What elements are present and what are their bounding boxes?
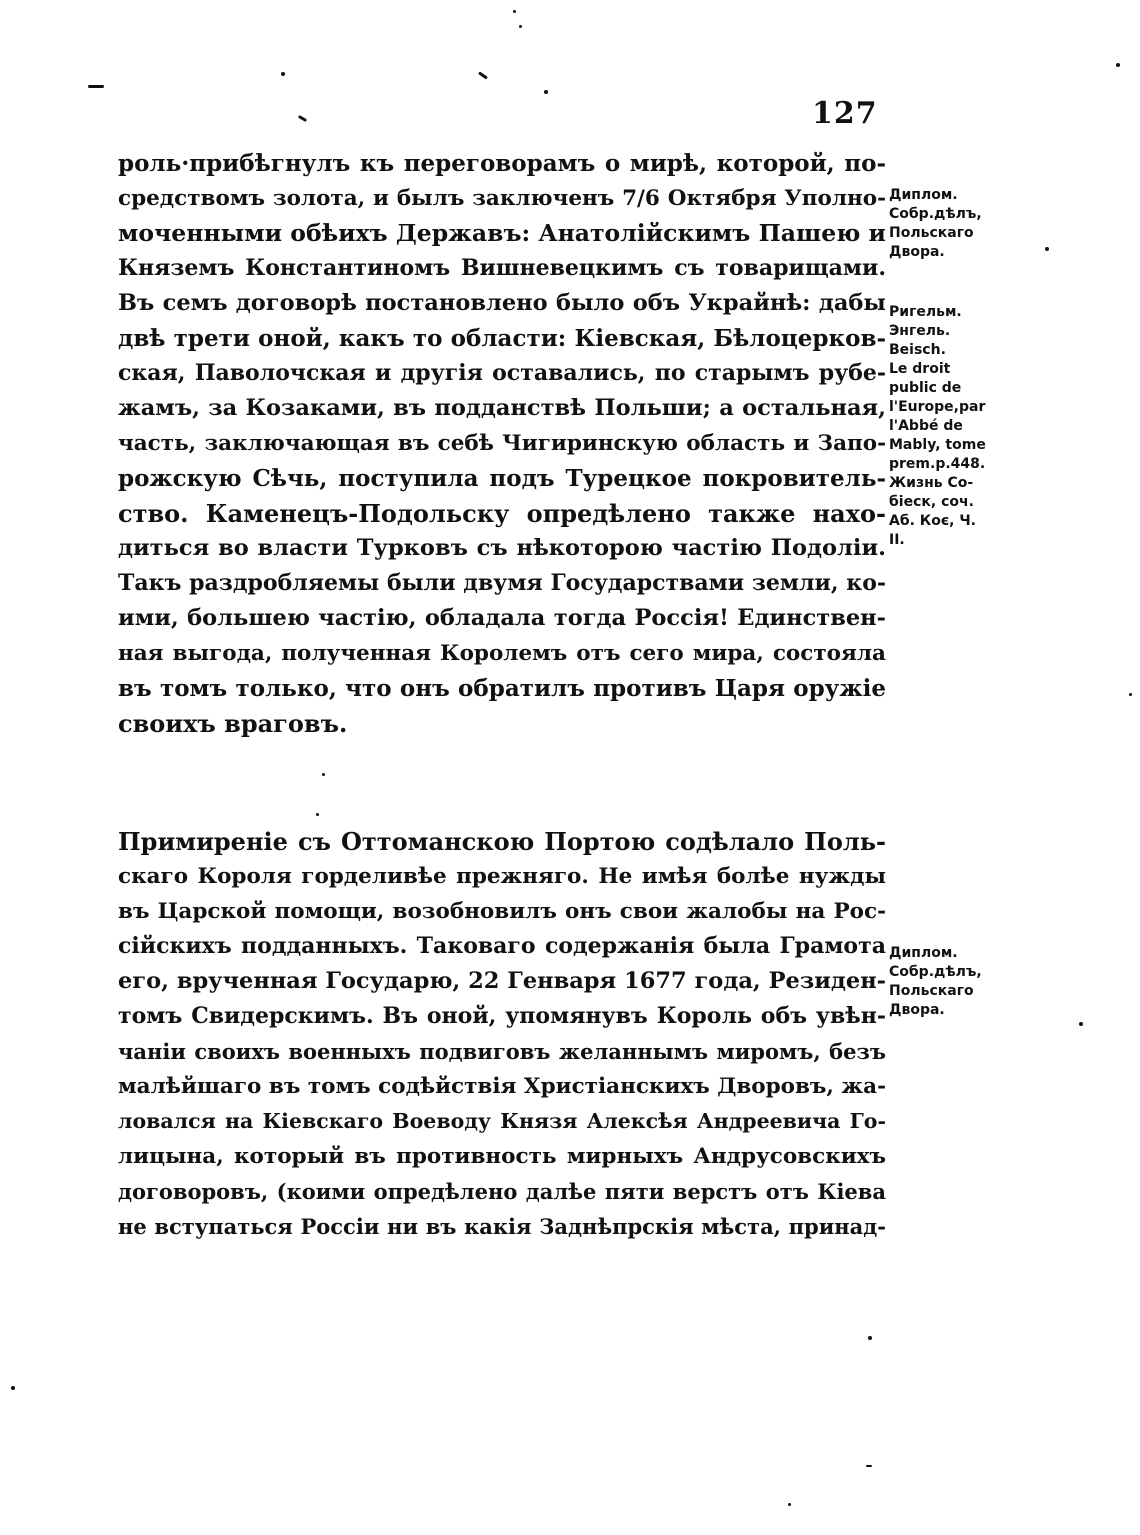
margin-line: Le droit xyxy=(889,361,951,377)
paragraph-2 xyxy=(118,824,886,1244)
margin-line: Mably, tome xyxy=(889,437,986,453)
text-line: своихъ враговъ. xyxy=(118,709,348,738)
margin-line: prem.p.448. xyxy=(889,456,986,472)
scan-speck xyxy=(1116,63,1120,67)
text-line: роль·прибѣгнулъ къ переговорамъ о мирѣ, которой, по- xyxy=(118,150,886,177)
margin-note-1 xyxy=(889,186,999,262)
text-line: двѣ трети оной, какъ то области: Кіевская, Бѣлоцерков- xyxy=(118,325,886,352)
margin-line: Диплом. xyxy=(889,187,958,203)
margin-line: Собр.дѣлъ, xyxy=(889,206,982,222)
text-line: не вступаться Россіи ни въ какія Заднѣпрскія мѣста, принад- xyxy=(118,1214,886,1239)
text-line: ная выгода, полученная Королемъ отъ сего мира, состояла xyxy=(118,641,886,666)
margin-line: Ригельм. xyxy=(889,304,962,320)
scan-speck xyxy=(478,71,488,79)
text-line: Княземъ Константиномъ Вишневецкимъ съ товарищами. xyxy=(118,255,886,281)
margin-line: Энгель. xyxy=(889,323,951,339)
scan-speck xyxy=(316,813,319,816)
scan-speck xyxy=(88,85,104,88)
margin-line: II. xyxy=(889,532,905,548)
margin-note-2 xyxy=(889,303,999,550)
scan-speck xyxy=(1129,693,1132,696)
text-line: ство. Каменецъ-Подольску опредѣлено также нахо- xyxy=(118,499,886,528)
text-line: жамъ, за Козаками, въ подданствѣ Польши; а остальная, xyxy=(118,395,886,421)
margin-line: Польскаго xyxy=(889,225,974,241)
text-line: ловался на Кіевскаго Воеводу Князя Алексѣя Андреевича Го- xyxy=(118,1109,886,1133)
scan-speck xyxy=(544,90,548,94)
text-line: Въ семъ договорѣ постановлено было объ Украйнѣ: дабы xyxy=(118,290,886,316)
margin-line: l'Abbé de xyxy=(889,418,963,434)
text-line: малѣйшаго въ томъ содѣйствія Христіанскихъ Дворовъ, жа- xyxy=(118,1074,886,1099)
margin-line: Beisch. xyxy=(889,342,946,358)
page-number: 127 xyxy=(812,96,878,131)
text-line: договоровъ, (коими опредѣлено далѣе пяти верстъ отъ Кіева xyxy=(118,1179,886,1204)
text-line: въ Царской помощи, возобновилъ онъ свои жалобы на Рос- xyxy=(118,899,886,924)
margin-line: Польскаго xyxy=(889,983,974,999)
scan-speck xyxy=(513,10,516,13)
paragraph-1 xyxy=(118,146,886,741)
margin-note-3 xyxy=(889,944,999,1020)
margin-line: Аб. Коє, Ч. xyxy=(889,513,976,529)
text-line: моченными обѣихъ Державъ: Анатолійскимъ Пашею и xyxy=(118,219,886,247)
scan-speck xyxy=(1079,1022,1083,1026)
scan-speck xyxy=(322,773,325,776)
text-line: ими, большею частію, обладала тогда Россія! Единствен- xyxy=(118,605,886,631)
text-line: Примиреніе съ Оттоманскою Портою содѣлало Поль- xyxy=(118,827,886,856)
text-line: ская, Паволочская и другія оставались, по старымъ рубе- xyxy=(118,360,886,386)
text-line: диться во власти Турковъ съ нѣкоторою частію Подоліи. xyxy=(118,535,886,561)
scan-speck xyxy=(788,1503,791,1506)
text-line: его, врученная Государю, 22 Генваря 1677 года, Резиден- xyxy=(118,968,886,994)
text-line: чаніи своихъ военныхъ подвиговъ желаннымъ миромъ, безъ xyxy=(118,1039,886,1064)
text-line: томъ Свидерскимъ. Въ оной, упомянувъ Король объ увѣн- xyxy=(118,1003,886,1029)
text-line: часть, заключающая въ себѣ Чигиринскую область и Запо- xyxy=(118,431,886,456)
scan-speck xyxy=(866,1465,872,1467)
margin-line: біеск, соч. xyxy=(889,494,974,510)
scan-speck xyxy=(519,25,522,28)
scan-speck xyxy=(298,115,307,122)
margin-line: Диплом. xyxy=(889,945,958,961)
margin-line: Жизнь Со- xyxy=(889,475,974,491)
margin-line: Собр.дѣлъ, xyxy=(889,964,982,980)
margin-line: l'Europe,par xyxy=(889,399,986,415)
text-line: лицына, который въ противность мирныхъ Андрусовскихъ xyxy=(118,1144,886,1169)
text-line: средствомъ золота, и былъ заключенъ 7/6 Октября Уполно- xyxy=(118,186,886,211)
scan-speck xyxy=(1045,247,1049,251)
margin-line: Двора. xyxy=(889,244,945,260)
margin-line: Двора. xyxy=(889,1002,945,1018)
text-line: рожскую Сѣчь, поступила подъ Турецкое покровитель- xyxy=(118,465,886,492)
text-line: Такъ раздробляемы были двумя Государствами земли, ко- xyxy=(118,570,886,596)
text-line: въ томъ только, что онъ обратилъ противъ Царя оружіе xyxy=(118,675,886,702)
text-line: скаго Короля горделивѣе прежняго. Не имѣя болѣе нужды xyxy=(118,864,886,889)
scan-speck xyxy=(281,72,285,76)
text-line: сійскихъ подданныхъ. Таковаго содержанія была Грамота xyxy=(118,933,886,959)
scan-speck xyxy=(868,1336,872,1340)
scan-speck xyxy=(11,1386,15,1390)
margin-line: public de xyxy=(889,380,962,396)
